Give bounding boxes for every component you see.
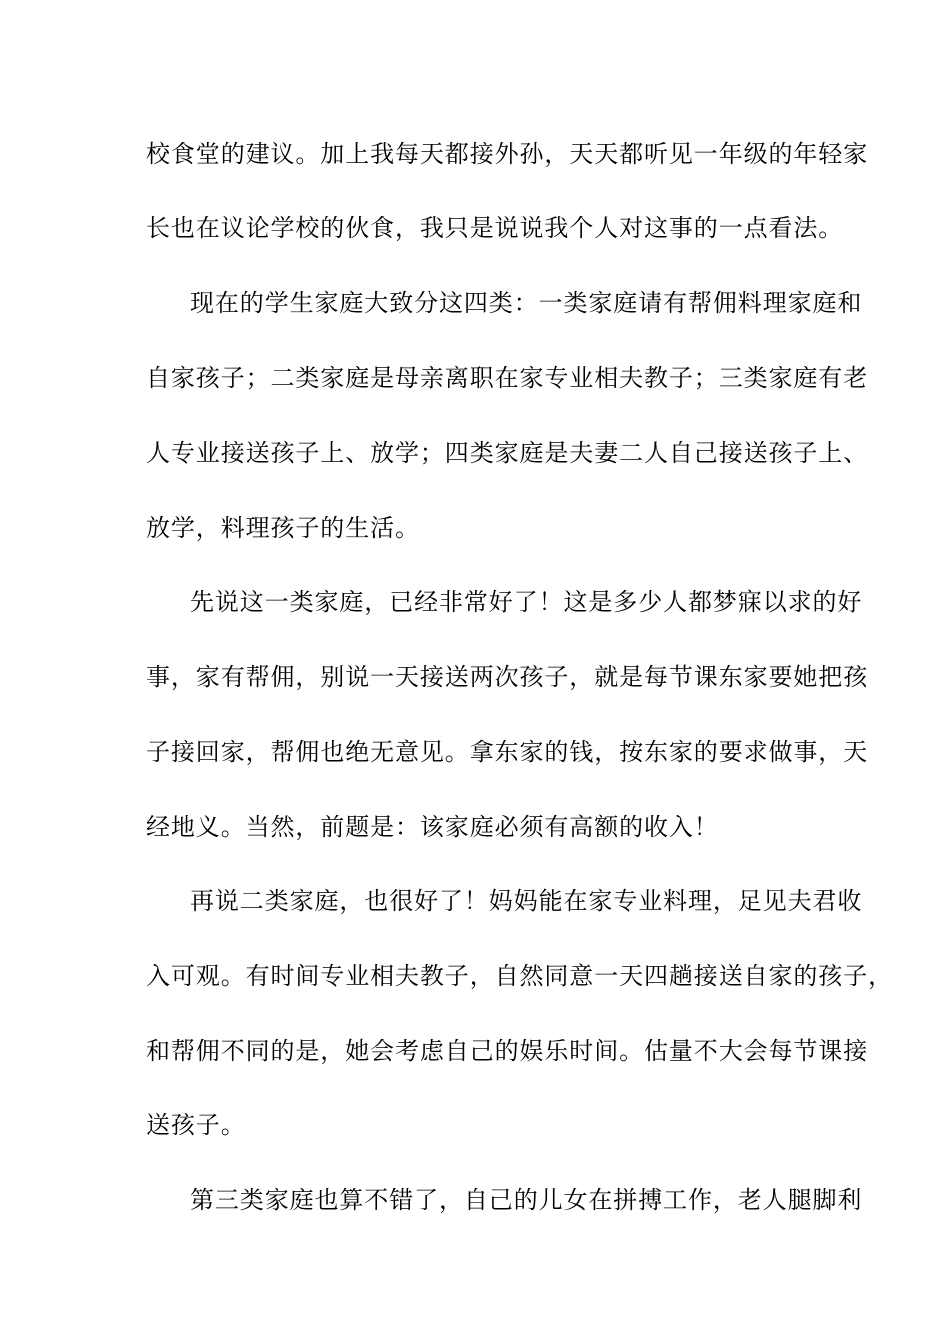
paragraph-start-line: 再说二类家庭，也很好了！妈妈能在家专业料理，足见夫君收 [190, 887, 863, 915]
text-line: 子接回家，帮佣也绝无意见。拿东家的钱，按东家的要求做事，天 [146, 738, 869, 766]
paragraph-start-line: 现在的学生家庭大致分这四类：一类家庭请有帮佣料理家庭和 [190, 289, 863, 317]
text-line: 人专业接送孩子上、放学；四类家庭是夫妻二人自己接送孩子上、 [146, 439, 869, 467]
text-line: 送孩子。 [146, 1111, 246, 1139]
text-line: 入可观。有时间专业相夫教子，自然同意一天四趟接送自家的孩子， [146, 962, 893, 990]
text-line: 和帮佣不同的是，她会考虑自己的娱乐时间。估量不大会每节课接 [146, 1037, 869, 1065]
paragraph-start-line: 先说这一类家庭，已经非常好了！这是多少人都梦寐以求的好 [190, 588, 863, 616]
text-line: 事，家有帮佣，别说一天接送两次孩子，就是每节课东家要她把孩 [146, 663, 869, 691]
text-line: 经地义。当然，前题是：该家庭必须有高额的收入！ [146, 813, 719, 841]
paragraph-start-line: 第三类家庭也算不错了，自己的儿女在拼搏工作，老人腿脚利 [190, 1186, 863, 1214]
text-line: 长也在议论学校的伙食，我只是说说我个人对这事的一点看法。 [146, 214, 844, 242]
text-line: 自家孩子；二类家庭是母亲离职在家专业相夫教子；三类家庭有老 [146, 364, 869, 392]
text-line: 校食堂的建议。加上我每天都接外孙，天天都听见一年级的年轻家 [146, 140, 869, 168]
text-line: 放学，料理孩子的生活。 [146, 514, 420, 542]
